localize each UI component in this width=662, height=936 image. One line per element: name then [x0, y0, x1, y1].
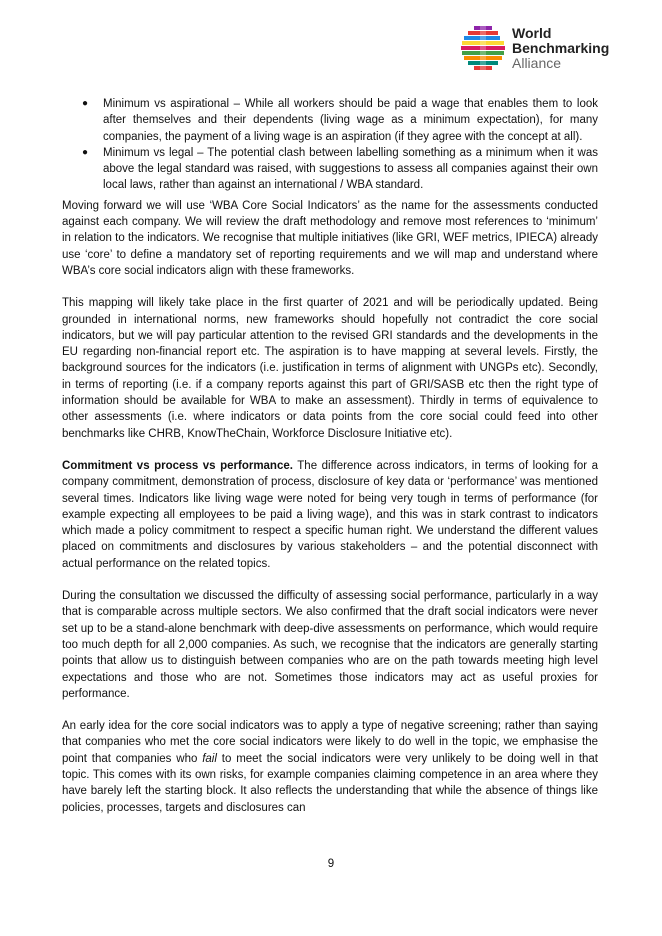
bullet-list	[62, 96, 598, 194]
wba-logo-mark-icon	[460, 24, 508, 72]
paragraph-text: The difference across indicators, in terms of looking for a company commitment, demonstration of process, disclosure of key data or ‘performance’ was mentioned several times. Indicators like living wage were noted for being very tough in terms of performance (for example expecting all employees to be paid a living wage), and this was in stark contrast to indicators which made a policy commitment to respect a specific human right. We understand the different values placed on commitments and disclosures by various stakeholders – and the potential disconnect with actual performance on the related topics.	[62, 459, 598, 570]
document-body	[62, 96, 598, 832]
bullet-text: Minimum vs legal – The potential clash between labelling something as a minimum when it was above the legal standard was raised, with suggestions to assess all companies against their own local laws, rather than against an international / WBA standard.	[103, 146, 598, 192]
wba-logo	[460, 24, 650, 74]
logo-line-alliance: Alliance	[512, 55, 562, 71]
bullet-dot-icon: ●	[82, 146, 89, 158]
paragraph: During the consultation we discussed the difficulty of assessing social performance, particularly in a way that is comparable across multiple sectors. We also confirmed that the draft social indicators were never set up to be a stand-alone benchmark with deep-dive assessments on performance, which would require too much depth for all 2,000 companies. As such, we recognise that the indicators are generally starting points that allow us to distinguish between companies who are on the path towards meeting high level expectations and those who are not. Sometimes those indicators may act as useful proxies for performance.	[62, 590, 598, 700]
bullet-item	[62, 96, 598, 145]
paragraph	[62, 458, 598, 572]
bullet-dot-icon: ●	[82, 98, 89, 109]
paragraph	[62, 718, 598, 816]
bullet-text: Minimum vs aspirational – While all workers should be paid a wage that enables them to look after themselves and their dependents (living wage as a minimum expectation), for many companies, the payment of a living wage is an aspiration (if they agree with the concept at all).	[103, 98, 598, 143]
bullet-item	[62, 145, 598, 194]
paragraph-heading: Commitment vs process vs performance.	[62, 459, 293, 472]
logo-line-world: World	[512, 25, 552, 41]
paragraph-text: An early idea for the core social indicators was to apply a type of negative screening; rather than saying that companies who met the core social indicators were likely to do well in the topic, we emphasise the point that companies who	[62, 720, 598, 765]
paragraph: This mapping will likely take place in the first quarter of 2021 and will be periodically updated. Being grounded in international norms, new frameworks should hopefully not contradict the core social indicators, but we will pay particular attention to the revised GRI standards and the developments in the EU regarding non-financial report etc. The aspiration is to have mapping at several levels. Firstly, the background sources for the indicators (i.e. justification in terms of alignment with UNGPs etc). Secondly, in terms of reporting (i.e. if a company reports against this part of GRI/SASB etc then the right type of information should be available for WBA to make an assessment). Thirdly in terms of equivalence to other assessments (i.e. where indicators or data points from the core social could feed into other benchmarks like CHRB, KnowTheChain, Workforce Disclosure Initiative etc).	[62, 297, 598, 440]
paragraph: Moving forward we will use ‘WBA Core Social Indicators’ as the name for the assessments conducted against each company. We will review the draft methodology and remove most references to ‘minimum’ in relation to the indicators. We recognise that multiple initiatives (like GRI, WEF metrics, IPIECA) already use ‘core’ to define a mandatory set of reporting requirements and we will map and understand where WBA’s core social indicators align with these frameworks.	[62, 199, 598, 277]
page-number: 9	[327, 858, 335, 870]
paragraph-text: to meet the social indicators were very unlikely to be doing well in that topic. This comes with its own risks, for example companies claiming competence in an area where they have barely left the starting block. It also reflects the understanding that while the absence of things like policies, processes, targets and disclosures can	[62, 752, 598, 814]
emphasis-text: fail	[202, 752, 217, 765]
logo-wordmark	[512, 26, 609, 71]
logo-line-benchmarking: Benchmarking	[512, 40, 610, 56]
